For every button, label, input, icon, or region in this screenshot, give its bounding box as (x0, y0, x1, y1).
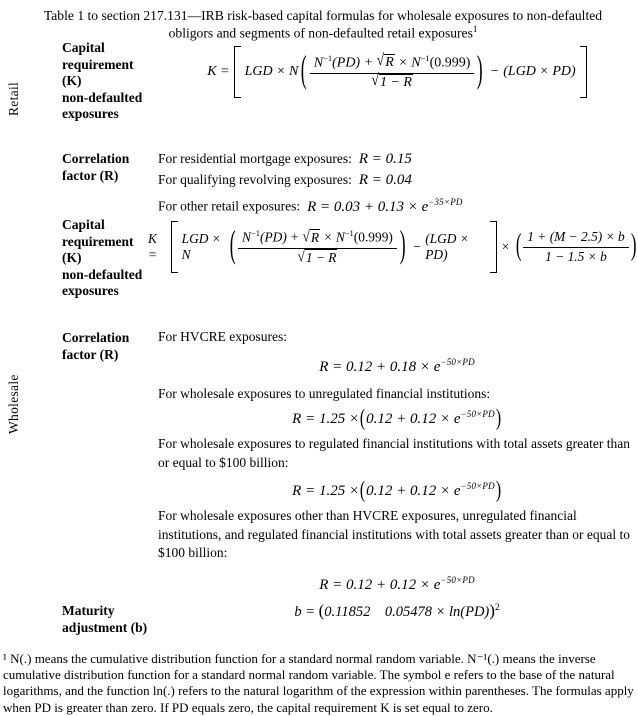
condition-text: For other retail exposures: (158, 198, 301, 214)
right-bracket (580, 46, 587, 98)
minus-sign: − (412, 239, 422, 254)
fraction-numerator (238, 228, 397, 248)
label-line: exposures (62, 106, 119, 121)
retail-section-label: Retail (6, 81, 21, 117)
formula-body: R = 1.25 × (292, 483, 360, 500)
label-line: exposures (62, 283, 119, 298)
formula-body: R = 1.25 × (292, 411, 360, 427)
radicand: 1 − R (379, 75, 412, 91)
condition-text: For residential mortgage exposures: (158, 151, 352, 166)
paren-open: ( (359, 406, 366, 432)
square-root (376, 52, 395, 71)
fraction-numerator (310, 53, 475, 75)
row-label-correlation-factor-wholesale (62, 330, 158, 363)
regulated-correlation-formula (158, 478, 636, 504)
label-line: Capital (62, 40, 105, 55)
table-title-footnote-ref: 1 (472, 23, 478, 34)
paren-close: ) (630, 229, 637, 263)
label-line: Correlation (62, 330, 130, 345)
label-line: requirement (62, 56, 134, 72)
table-title (36, 8, 610, 41)
times-sign: × (500, 239, 510, 254)
big-paren-open: ( (229, 225, 236, 266)
label-line: (K) (62, 250, 82, 265)
r-value: R = 0.03 + 0.13 × e (307, 198, 429, 215)
label-line: non-defaulted (62, 89, 143, 105)
superscript: −1 (420, 52, 430, 63)
formula-term: (0.999) (353, 229, 393, 245)
r-value: R = 0.04 (358, 171, 412, 188)
formula-fraction (310, 53, 475, 92)
formula-body: R = 0.12 + 0.18 × e (319, 358, 441, 375)
paren-open: ( (318, 601, 325, 620)
square-root (297, 246, 337, 265)
capital-requirement-formula-retail (158, 40, 632, 104)
qualifying-revolving-line (158, 170, 636, 191)
formula-fraction (238, 228, 397, 265)
label-line: factor (R) (62, 167, 119, 183)
capital-requirement-formula-with-maturity (144, 213, 638, 281)
superscript: −1 (250, 228, 261, 239)
formula-term: N (242, 229, 251, 245)
formula-term: (PD) + (332, 55, 377, 71)
formula-term: N (313, 55, 324, 71)
fraction-denominator (297, 246, 337, 266)
exponent: −50×PD (460, 409, 495, 419)
row-label-capital-requirement-retail (62, 40, 158, 123)
fraction-denominator: 1 − 1.5 × b (545, 249, 607, 264)
residential-mortgage-line (158, 149, 636, 170)
minus-sign: − (489, 64, 500, 79)
formula-term-lgd-pd: (LGD × PD) (425, 231, 469, 262)
label-line: (K) (62, 73, 82, 88)
radicand: 1 − R (305, 249, 337, 265)
superscript: −1 (323, 52, 333, 63)
label-line: factor (R) (62, 346, 119, 362)
r-value: R = 0.15 (358, 151, 412, 167)
right-bracket (490, 221, 497, 273)
label-line: requirement (62, 233, 134, 249)
radicand: R (310, 229, 320, 245)
exponent: −50×PD (460, 481, 495, 492)
formula-lhs: K = (148, 231, 158, 262)
paren-open: ( (515, 229, 522, 263)
formula-lhs: K = (207, 64, 230, 79)
label-line: adjustment (b) (62, 619, 148, 635)
left-bracket (234, 46, 241, 98)
formula-term: N (411, 55, 421, 71)
formula-term-lgd-n: LGD × N (244, 64, 299, 79)
formula-lhs: b = (294, 604, 319, 620)
row-label-correlation-factor-retail (62, 151, 158, 184)
formula-body: 0.12 + 0.12 × e (366, 411, 461, 427)
wholesale-section-label: Wholesale (6, 374, 21, 434)
table-title-line2: obligors and segments of non-defaulted retail exposures (168, 25, 473, 41)
wholesale-correlation-content (158, 328, 636, 594)
table-title-line1: Table 1 to section 217.131—IRB risk-based capital formulas for wholesale exposures to non-defaulted (43, 8, 603, 23)
label-line: Capital (62, 217, 105, 232)
condition-text: For qualifying revolving exposures: (158, 171, 352, 187)
label-line: Correlation (62, 151, 130, 166)
formula-term: (0.999) (429, 55, 471, 71)
paren-open: ( (359, 478, 366, 504)
other-wholesale-condition-text: For wholesale exposures other than HVCRE exposures, unregulated financial institutions, and regulated financial institutions with total assets greater than or equal to $100 billion: (158, 508, 631, 561)
square-root (302, 226, 321, 245)
radical-sign: √ (371, 72, 379, 91)
retail-correlation-content (158, 149, 636, 217)
radical-sign: √ (297, 246, 305, 265)
label-line: Maturity (62, 603, 115, 618)
formula-term: × (394, 55, 412, 71)
label-line: non-defaulted (62, 266, 143, 282)
radical-sign: √ (376, 52, 385, 71)
paren-close: ) (495, 478, 501, 504)
radicand: R (385, 55, 394, 71)
formula-term: N (335, 229, 345, 245)
paren-close: ) (489, 601, 495, 620)
exponent: −50×PD (440, 356, 475, 367)
regulated-condition-text: For wholesale exposures to regulated financial institutions with total assets greater than or equal to $100 billion: (158, 436, 631, 470)
row-label-maturity-adjustment (62, 603, 158, 636)
paren-close: ) (495, 406, 501, 432)
superscript: −1 (344, 228, 354, 239)
fraction-numerator: 1 + (M − 2.5) × b (523, 229, 628, 248)
hvcre-condition-text: For HVCRE exposures: (158, 329, 287, 344)
other-wholesale-correlation-formula (158, 575, 636, 594)
formula-term: (PD) + (260, 229, 303, 245)
hvcre-correlation-formula (158, 357, 636, 376)
footnote: ¹ N(.) means the cumulative distribution function for a standard normal random variable. N⁻¹(.) means the inverse cumulative distribution function for a standard normal random variable. The symbol e refers to the base of the natural logarithms, and the function ln(.) refers to the natural logarithm of the expression within parentheses. The formulas apply when PD is greater than zero. If PD equals zero, the capital requirement K is set equal to zero. (3, 651, 634, 715)
maturity-adjustment-formula (158, 601, 636, 621)
exponent: −50×PD (440, 574, 475, 585)
exponent: −35×PD (428, 197, 463, 207)
big-paren-open: ( (301, 50, 307, 91)
fraction-denominator (371, 74, 413, 91)
squared-superscript: 2 (494, 603, 500, 614)
formula-term-lgd-pd: (LGD × PD) (503, 64, 576, 79)
unregulated-correlation-formula (158, 406, 636, 432)
unregulated-condition-text: For wholesale exposures to unregulated financial institutions: (158, 385, 491, 401)
left-bracket (171, 221, 178, 273)
formula-body: 0.12 + 0.12 × e (366, 483, 461, 500)
formula-body: 0.11852 0.05478 × ln(PD) (324, 604, 490, 620)
square-root (371, 72, 413, 91)
radical-sign: √ (302, 226, 310, 245)
formula-body: R = 0.12 + 0.12 × e (319, 576, 441, 593)
formula-term: × (320, 229, 336, 245)
big-paren-close: ) (477, 50, 484, 91)
formula-term-lgd-n: LGD × N (181, 231, 221, 262)
big-paren-close: ) (399, 225, 406, 266)
maturity-fraction (523, 229, 628, 265)
